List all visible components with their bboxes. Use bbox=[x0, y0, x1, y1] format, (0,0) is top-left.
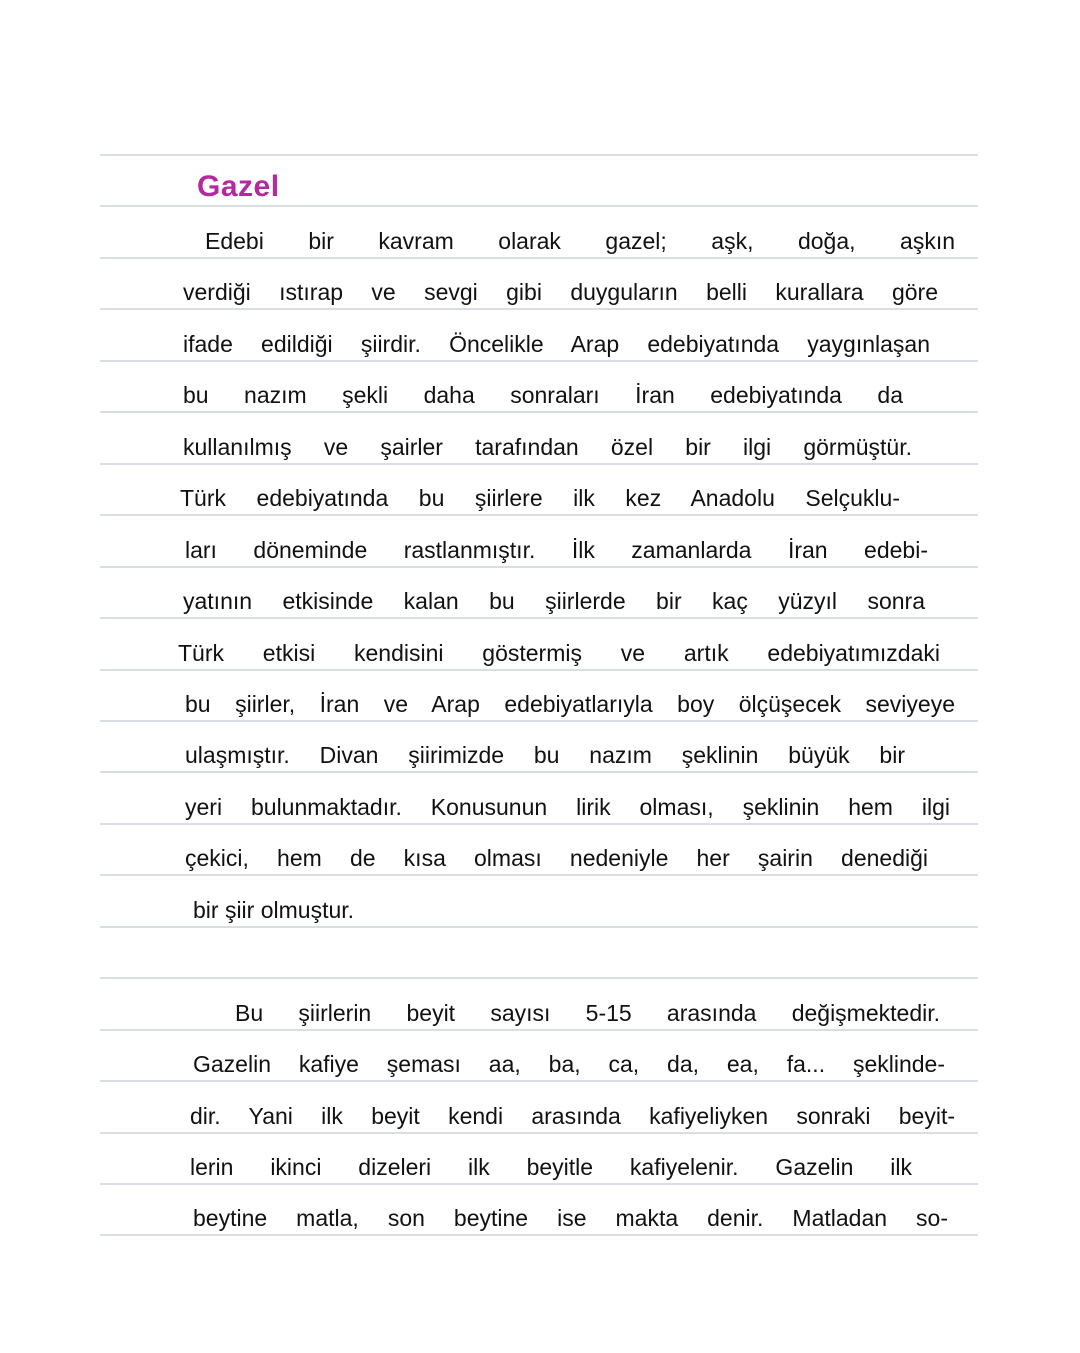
text-line: Edebi bir kavram olarak gazel; aşk, doğa, aşkın bbox=[205, 228, 955, 254]
ruled-line bbox=[100, 926, 978, 928]
ruled-line bbox=[100, 823, 978, 825]
text-line: dir. Yani ilk beyit kendi arasında kafiyeliyken sonraki beyit- bbox=[190, 1103, 955, 1129]
text-line: beytine matla, son beytine ise makta denir. Matladan so- bbox=[193, 1205, 948, 1231]
ruled-line bbox=[100, 360, 978, 362]
ruled-line bbox=[100, 514, 978, 516]
page-title: Gazel bbox=[197, 170, 280, 203]
ruled-line bbox=[100, 308, 978, 310]
text-line: ifade edildiği şiirdir. Öncelikle Arap edebiyatında yaygınlaşan bbox=[183, 331, 930, 357]
text-line: verdiği ıstırap ve sevgi gibi duyguların belli kurallara göre bbox=[183, 279, 938, 305]
ruled-line bbox=[100, 669, 978, 671]
ruled-line bbox=[100, 874, 978, 876]
text-line: ları döneminde rastlanmıştır. İlk zamanlarda İran edebi- bbox=[185, 537, 928, 563]
ruled-line bbox=[100, 154, 978, 156]
ruled-line bbox=[100, 1080, 978, 1082]
text-line: kullanılmış ve şairler tarafından özel bir ilgi görmüştür. bbox=[183, 434, 912, 460]
ruled-line bbox=[100, 1183, 978, 1185]
text-line: bu şiirler, İran ve Arap edebiyatlarıyla boy ölçüşecek seviyeye bbox=[185, 691, 955, 717]
ruled-line bbox=[100, 257, 978, 259]
ruled-line bbox=[100, 1234, 978, 1236]
ruled-line bbox=[100, 1029, 978, 1031]
text-line: yeri bulunmaktadır. Konusunun lirik olması, şeklinin hem ilgi bbox=[185, 794, 950, 820]
ruled-line bbox=[100, 205, 978, 207]
text-line: Gazelin kafiye şeması aa, ba, ca, da, ea, fa... şeklinde- bbox=[193, 1051, 945, 1077]
ruled-line bbox=[100, 617, 978, 619]
text-line: bu nazım şekli daha sonraları İran edebiyatında da bbox=[183, 382, 903, 408]
ruled-line bbox=[100, 720, 978, 722]
text-line: lerin ikinci dizeleri ilk beyitle kafiyelenir. Gazelin ilk bbox=[190, 1154, 912, 1180]
text-line: çekici, hem de kısa olması nedeniyle her şairin denediği bbox=[185, 845, 928, 871]
ruled-line bbox=[100, 411, 978, 413]
text-line: Bu şiirlerin beyit sayısı 5-15 arasında değişmektedir. bbox=[235, 1000, 940, 1026]
text-line: ulaşmıştır. Divan şiirimizde bu nazım şeklinin büyük bir bbox=[185, 742, 905, 768]
ruled-line bbox=[100, 566, 978, 568]
text-line: bir şiir olmuştur. bbox=[193, 897, 355, 923]
ruled-line bbox=[100, 771, 978, 773]
text-line: Türk etkisi kendisini göstermiş ve artık edebiyatımızdaki bbox=[178, 640, 940, 666]
ruled-line bbox=[100, 977, 978, 979]
ruled-line bbox=[100, 463, 978, 465]
ruled-line bbox=[100, 1132, 978, 1134]
text-line: yatının etkisinde kalan bu şiirlerde bir kaç yüzyıl sonra bbox=[183, 588, 925, 614]
text-line: Türk edebiyatında bu şiirlere ilk kez Anadolu Selçuklu- bbox=[180, 485, 900, 511]
